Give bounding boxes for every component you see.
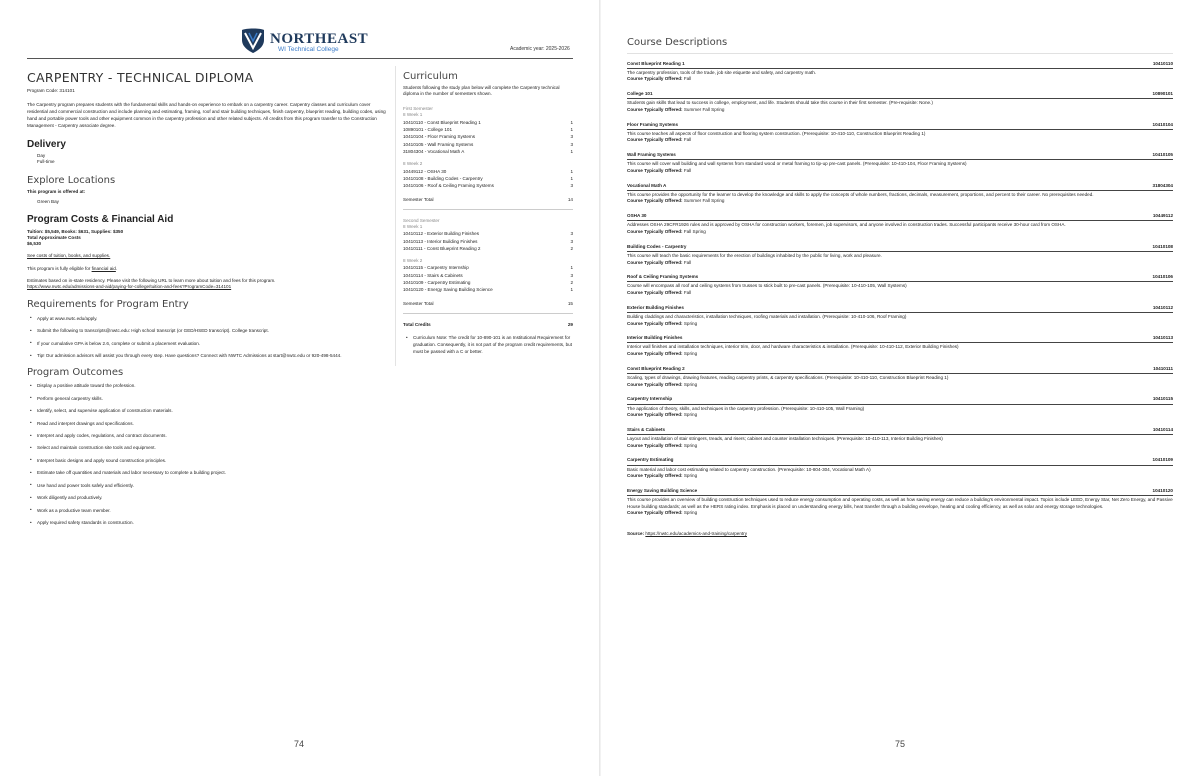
course-credits: 1 bbox=[570, 149, 573, 155]
outcomes-list bbox=[27, 383, 387, 527]
column-divider bbox=[395, 66, 396, 366]
course-code: 10410115 bbox=[1152, 396, 1173, 402]
course-desc: Basic material and labor cost estimating related to carpentry construction. (Prerequisite: 10-804-304, Vocational Math A) bbox=[627, 466, 871, 472]
course-credits: 1 bbox=[570, 168, 573, 174]
course-header bbox=[627, 91, 1173, 99]
offered-label: Course Typically Offered: bbox=[627, 473, 683, 479]
course-title: Roof & Ceiling Framing Systems bbox=[627, 274, 699, 280]
course-credits: 3 bbox=[570, 238, 573, 244]
offered-value: Spring bbox=[683, 442, 698, 448]
offered-value: Spring bbox=[683, 412, 698, 418]
descriptions-heading: Course Descriptions bbox=[627, 37, 728, 48]
course-description bbox=[627, 396, 1173, 418]
costs-heading: Program Costs & Financial Aid bbox=[27, 214, 174, 226]
semester-total bbox=[403, 301, 573, 307]
header-rule bbox=[27, 58, 573, 59]
course-desc: This course provides the opportunity for the learner to develop the knowledge and skills to apply the concepts of whole numbers, fractions, decimals, measurement, proportions, and percent to their career. No prerequisites needed. bbox=[627, 191, 1094, 197]
week-label: 8 Week 2 bbox=[403, 258, 423, 264]
course-row bbox=[403, 230, 573, 237]
course-desc: Course will encompass all roof and ceiling systems from trusses to stick built to pre-cast panels. (Prerequisite: 10-410-105, Wall Systems) bbox=[627, 283, 907, 289]
course-offered bbox=[627, 76, 1173, 82]
course-name: 10410115 - Carpentry Internship bbox=[403, 265, 469, 271]
course-offered bbox=[627, 107, 1173, 113]
course-offered bbox=[627, 137, 1173, 143]
course-desc: The carpentry profession, tools of the trade, job site etiquette and safety, and carpentry math. bbox=[627, 69, 817, 75]
logo-wordmark: NORTHEAST bbox=[270, 31, 369, 47]
total-costs-label: Total Approximate Costs bbox=[27, 235, 81, 241]
outcomes-heading: Program Outcomes bbox=[27, 366, 124, 378]
offered-label: Course Typically Offered: bbox=[627, 167, 683, 173]
course-row bbox=[403, 279, 573, 286]
course-description bbox=[627, 183, 1173, 205]
course-header bbox=[627, 366, 1173, 374]
course-credits: 1 bbox=[570, 175, 573, 181]
week-label: 8 Week 1 bbox=[403, 112, 423, 118]
source-line bbox=[627, 531, 1173, 537]
course-description bbox=[627, 152, 1173, 174]
semester-name: First Semester bbox=[403, 106, 433, 112]
page-75 bbox=[601, 0, 1200, 776]
total-credits-value: 29 bbox=[567, 321, 573, 327]
outcome-item: • Apply required safety standards in construction. bbox=[27, 520, 387, 527]
course-credits: 1 bbox=[570, 119, 573, 125]
week-label: 8 Week 1 bbox=[403, 223, 423, 229]
total-credits-label: Total Credits bbox=[403, 321, 431, 327]
course-header bbox=[627, 122, 1173, 130]
delivery-list bbox=[27, 153, 387, 165]
course-code: 10410108 bbox=[1152, 243, 1173, 249]
outcome-item: • Work as a productive team member. bbox=[27, 508, 387, 515]
course-name: 10410120 - Energy Saving Building Science bbox=[403, 287, 493, 293]
course-offered bbox=[627, 443, 1173, 449]
course-row bbox=[403, 264, 573, 271]
course-offered bbox=[627, 168, 1173, 174]
course-code: 10410120 bbox=[1152, 487, 1173, 493]
course-name: 10449112 - OSHA 30 bbox=[403, 168, 447, 174]
course-title: Building Codes - Carpentry bbox=[627, 243, 687, 249]
course-title: Carpentry Internship bbox=[627, 396, 673, 402]
delivery-heading: Delivery bbox=[27, 138, 66, 150]
course-credits: 3 bbox=[570, 134, 573, 140]
course-offered bbox=[627, 290, 1173, 296]
outcome-item: • Perform general carpentry skills. bbox=[27, 396, 387, 403]
course-code: 10449112 bbox=[1152, 213, 1173, 219]
locations-offered-label: This program is offered at: bbox=[27, 189, 86, 194]
offered-label: Course Typically Offered: bbox=[627, 381, 683, 387]
page-number-left: 74 bbox=[294, 738, 305, 749]
course-header bbox=[627, 274, 1173, 282]
course-description bbox=[627, 122, 1173, 144]
course-offered bbox=[627, 198, 1173, 204]
course-desc: Addresses OSHA 29CFR1926 rules and is approved by OSHA for construction workers, foremen, job supervisors, and anyone involved in construction trades. Successful participants receive 30-hour card from OSHA. bbox=[627, 222, 1066, 228]
tuition-line: Tuition: $5,549, Books: $631, Supplies: $350 bbox=[27, 228, 124, 234]
course-header bbox=[627, 488, 1173, 496]
outcome-item: • Interpret and apply codes, regulations, and contract documents. bbox=[27, 433, 387, 440]
course-description bbox=[627, 335, 1173, 357]
offered-value: Fall bbox=[683, 259, 692, 265]
financial-aid-link[interactable]: financial aid bbox=[91, 265, 116, 271]
outcome-item: • Select and maintain construction site tools and equipment. bbox=[27, 445, 387, 452]
course-code: 10410104 bbox=[1152, 121, 1173, 127]
semester-name: Second Semester bbox=[403, 217, 440, 223]
delivery-item: Day bbox=[37, 153, 46, 159]
outcome-item: • Use hand and power tools safely and efficiently. bbox=[27, 483, 387, 490]
course-code: 31804304 bbox=[1152, 182, 1173, 188]
offered-value: Spring bbox=[683, 510, 698, 516]
source-label: Source: bbox=[627, 530, 645, 536]
course-name: 10410104 - Floor Framing Systems bbox=[403, 134, 475, 140]
course-credits: 3 bbox=[570, 141, 573, 147]
locations-heading: Explore Locations bbox=[27, 174, 116, 186]
offered-value: Fall bbox=[683, 290, 692, 296]
course-header bbox=[627, 396, 1173, 404]
course-header bbox=[627, 183, 1173, 191]
outcome-item: • Read and interpret drawings and specifications. bbox=[27, 421, 387, 428]
course-description bbox=[627, 488, 1173, 517]
offered-value: Spring bbox=[683, 320, 698, 326]
logo-subtitle: WI Technical College bbox=[278, 46, 339, 53]
course-description bbox=[627, 91, 1173, 113]
program-code: Program Code: 314101 bbox=[27, 87, 75, 93]
course-desc: Scaling, types of drawings, drawing features, reading carpentry prints, & carpentry specifications. (Prerequisite: 10-410-110, Construction Blueprint Reading 1) bbox=[627, 375, 949, 380]
outcome-item: • Interpret basic designs and apply sound construction principles. bbox=[27, 458, 387, 465]
offered-label: Course Typically Offered: bbox=[627, 320, 683, 326]
course-desc: Building claddings and characteristics, installation techniques, roofing materials and installation. (Prerequisite: 10-410-106, Roof Framing) bbox=[627, 313, 907, 319]
course-row bbox=[403, 245, 573, 252]
outcome-item: • Display a positive attitude toward the profession. bbox=[27, 383, 387, 390]
course-credits: 3 bbox=[570, 231, 573, 237]
course-credits: 1 bbox=[570, 265, 573, 271]
college-logo bbox=[240, 26, 370, 56]
course-title: Energy Saving Building Science bbox=[627, 487, 698, 493]
eligible-suffix: . bbox=[115, 265, 118, 271]
course-offered bbox=[627, 382, 1173, 388]
course-name: 10410109 - Carpentry Estimating bbox=[403, 280, 471, 286]
course-title: Carpentry Estimating bbox=[627, 457, 674, 463]
course-description bbox=[627, 213, 1173, 235]
course-desc: This course teaches all aspects of floor construction and flooring system construction. (Prerequisite: 10-410-110, Construction Blueprint Reading 1) bbox=[627, 130, 926, 136]
course-code: 10410105 bbox=[1152, 152, 1173, 158]
academic-year: Academic year: 2025-2026 bbox=[510, 46, 570, 52]
tuition-url-link[interactable]: https://www.nwtc.edu/admissions-and-aid/paying-for-college/tuition-and-fees?ProgramCode=314101 bbox=[27, 284, 232, 289]
course-description bbox=[627, 366, 1173, 388]
course-desc: This course will teach the basic requirements for the erection of buildings inhabited by the public for living, work and pleasure. bbox=[627, 252, 882, 258]
course-row bbox=[403, 119, 573, 126]
offered-label: Course Typically Offered: bbox=[627, 510, 683, 516]
course-name: 10410113 - Interior Building Finishes bbox=[403, 238, 478, 244]
course-title: Vocational Math A bbox=[627, 182, 667, 188]
requirement-item: • Tip! Our admission advisors will assist you through every step. Have questions? Connect with NWTC Admissions at start@nwtc.edu or 920-498-5444. bbox=[27, 353, 387, 360]
course-title: Wall Framing Systems bbox=[627, 152, 676, 158]
offered-label: Course Typically Offered: bbox=[627, 259, 683, 265]
semester-total-value: 14 bbox=[567, 196, 573, 202]
offered-label: Course Typically Offered: bbox=[627, 137, 683, 143]
course-row bbox=[403, 175, 573, 182]
course-description bbox=[627, 457, 1173, 479]
semester-total bbox=[403, 197, 573, 203]
course-desc: Students gain skills that lead to success in college, employment, and life. Students should take this course in their first semester. (Pre-requisite: None.) bbox=[627, 100, 933, 106]
total-costs-value: $6,530 bbox=[27, 241, 42, 247]
course-row bbox=[403, 133, 573, 140]
course-code: 10410106 bbox=[1152, 274, 1173, 280]
offered-label: Course Typically Offered: bbox=[627, 229, 683, 234]
course-row bbox=[403, 126, 573, 133]
offered-label: Course Typically Offered: bbox=[627, 290, 683, 296]
course-code: 10410114 bbox=[1152, 426, 1173, 432]
course-code: 10410109 bbox=[1152, 457, 1173, 463]
course-row bbox=[403, 238, 573, 245]
course-desc: Layout and installation of stair stringers, treads, and risers; cabinet and counter installation techniques. (Prerequisite: 10-410-113, Interior Building Finishes) bbox=[627, 436, 943, 442]
course-offered bbox=[627, 412, 1173, 418]
course-offered bbox=[627, 260, 1173, 266]
course-row bbox=[403, 141, 573, 148]
requirement-item: • If your cumulative GPA is below 2.6, complete or submit a placement evaluation. bbox=[27, 341, 387, 348]
page-74 bbox=[0, 0, 599, 776]
program-title: CARPENTRY - TECHNICAL DIPLOMA bbox=[27, 70, 254, 85]
delivery-item: Full-time bbox=[37, 159, 55, 165]
course-name: 10410111 - Const Blueprint Reading 2 bbox=[403, 245, 481, 251]
outcome-item: • Work diligently and productively. bbox=[27, 495, 387, 502]
semester-total-value: 15 bbox=[567, 300, 573, 306]
course-description bbox=[627, 305, 1173, 327]
program-intro: The Carpentry program prepares students with the fundamental skills and hands-on experience to embark on a carpentry career. Carpentry classes and curriculum cover residential and commercial construction and include planning and estimating, framing, roof and stair building techniques, finish carpentry, blueprint reading, building codes, using hand and portable power tools and other equipment common in the carpentry profession and other related subjects. All credits from this program transfer to the Construction Management - Carpentry associate degree. bbox=[27, 102, 386, 128]
offered-value: Spring bbox=[683, 473, 698, 479]
course-name: 10410105 - Wall Framing Systems bbox=[403, 141, 474, 147]
course-title: Interior Building Finishes bbox=[627, 335, 683, 341]
course-credits: 3 bbox=[570, 183, 573, 189]
course-row bbox=[403, 148, 573, 155]
course-row bbox=[403, 272, 573, 279]
see-costs-link[interactable]: See costs of tuition, books, and supplies. bbox=[27, 253, 111, 259]
offered-label: Course Typically Offered: bbox=[627, 442, 683, 448]
course-credits: 2 bbox=[570, 245, 573, 251]
course-name: 10410106 - Roof & Ceiling Framing Systems bbox=[403, 183, 494, 189]
course-offered bbox=[627, 351, 1173, 357]
page-number-right: 75 bbox=[895, 738, 906, 749]
curriculum-note: • Curriculum Note: The credit for 10-890-101 is an Institutional Requirement for graduation. Consequently, it is not part of the program credit requirements, but must be passed with a C or better. bbox=[403, 334, 573, 355]
offered-value: Fall bbox=[683, 167, 692, 173]
outcome-item: • Estimate take off quantities and materials and labor necessary to complete a building project. bbox=[27, 470, 387, 477]
course-header bbox=[627, 427, 1173, 435]
course-credits: 2 bbox=[570, 280, 573, 286]
offered-value: Summer Fall Spring bbox=[683, 198, 725, 204]
semester-total-label: Semester Total bbox=[403, 196, 434, 202]
curriculum-intro: Students following the study plan below will complete the Carpentry technical diploma in the number of semesters shown. bbox=[403, 84, 560, 97]
course-code: 10410113 bbox=[1152, 335, 1173, 341]
course-offered bbox=[627, 473, 1173, 479]
curriculum-heading: Curriculum bbox=[403, 71, 458, 82]
course-title: Stairs & Cabinets bbox=[627, 426, 666, 432]
course-title: Exterior Building Finishes bbox=[627, 304, 684, 310]
course-header bbox=[627, 61, 1173, 69]
eligible-prefix: This program is fully eligible for bbox=[27, 265, 92, 271]
course-title: Const Blueprint Reading 1 bbox=[627, 60, 685, 66]
offered-label: Course Typically Offered: bbox=[627, 106, 683, 112]
offered-value: Summer Fall Spring bbox=[683, 106, 725, 112]
course-code: 10890101 bbox=[1152, 91, 1173, 97]
offered-value: Fall Spring bbox=[683, 229, 706, 234]
course-description bbox=[627, 244, 1173, 266]
course-description-list bbox=[627, 61, 1173, 517]
week-label: 8 Week 2 bbox=[403, 161, 423, 167]
semester-total-label: Semester Total bbox=[403, 300, 434, 306]
course-desc: Interior wall finishes and installation techniques, interior trim, door, and hardware characteristics & installation. (Prerequisite: 10-410-112, Exterior Building Finishes) bbox=[627, 344, 959, 350]
course-row bbox=[403, 286, 573, 293]
course-desc: This course provides an overview of building construction techniques used to reduce energy consumption and operating costs, as well as how saving energy can reduce a building's environmental impact. Topics include LEED, Energy Star, Net Zero Energy, and Passive House building standards; as well as the HERS rating index. Emphasis is placed on understanding energy bills, heat transfer through a building envelope, heating and cooling efficiency, as well as solar and energy storage technologies. bbox=[627, 497, 1173, 509]
course-name: 10410114 - Stairs & Cabinets bbox=[403, 272, 463, 278]
requirements-list bbox=[27, 316, 387, 360]
requirement-item: • Submit the following to transcripts@nwtc.edu: High school transcript (or GED/HSED transcript). College transcript. bbox=[27, 328, 387, 335]
course-description bbox=[627, 427, 1173, 449]
requirements-heading: Requirements for Program Entry bbox=[27, 299, 189, 311]
course-offered bbox=[627, 321, 1173, 327]
course-name: 10890101 - College 101 bbox=[403, 127, 453, 132]
source-link[interactable]: https://nwtc.edu/academics-and-training/carpentry bbox=[645, 530, 748, 536]
semester-divider bbox=[403, 313, 573, 314]
course-header bbox=[627, 213, 1173, 221]
program-column bbox=[27, 70, 387, 533]
course-code: 10410111 bbox=[1153, 365, 1173, 371]
offered-label: Course Typically Offered: bbox=[627, 351, 683, 357]
course-header bbox=[627, 152, 1173, 160]
course-header bbox=[627, 335, 1173, 343]
course-desc: The application of theory, skills, and techniques in the carpentry profession. (Prerequisite: 10-410-105, Wall Framing) bbox=[627, 405, 865, 411]
course-title: OSHA 30 bbox=[627, 213, 647, 219]
requirement-item: • Apply at www.nwtc.edu/apply. bbox=[27, 316, 387, 323]
financial-aid-line bbox=[27, 266, 387, 272]
course-title: Floor Framing Systems bbox=[627, 121, 679, 127]
course-code: 10410112 bbox=[1152, 304, 1173, 310]
semester-divider bbox=[403, 209, 573, 210]
course-desc: This course will cover wall building and wall systems from standard wood or metal framing to tip-up pre-cast panels. (Prerequisite: 10-410-104, Floor Framing Systems) bbox=[627, 161, 967, 167]
offered-label: Course Typically Offered: bbox=[627, 412, 683, 418]
offered-value: Fall bbox=[683, 76, 692, 82]
course-row bbox=[403, 182, 573, 189]
course-name: 31804304 - Vocational Math A bbox=[403, 149, 465, 155]
course-row bbox=[403, 168, 573, 175]
course-code: 10410110 bbox=[1152, 60, 1173, 66]
course-descriptions bbox=[627, 36, 1173, 537]
outcome-item: • Identify, select, and supervise application of construction materials. bbox=[27, 408, 387, 415]
course-credits: 1 bbox=[570, 127, 573, 132]
curriculum-column bbox=[403, 70, 573, 355]
course-title: College 101 bbox=[627, 91, 653, 97]
offered-label: Course Typically Offered: bbox=[627, 198, 683, 204]
offered-value: Spring bbox=[683, 381, 698, 387]
course-description bbox=[627, 61, 1173, 83]
course-credits: 3 bbox=[570, 272, 573, 278]
course-header bbox=[627, 305, 1173, 313]
course-offered bbox=[627, 229, 1173, 235]
course-credits: 1 bbox=[570, 287, 573, 293]
course-description bbox=[627, 274, 1173, 296]
course-name: 10410112 - Exterior Building Finishes bbox=[403, 231, 480, 237]
course-header bbox=[627, 457, 1173, 465]
course-name: 10410108 - Building Codes - Carpentry bbox=[403, 175, 483, 181]
course-header bbox=[627, 244, 1173, 252]
total-credits bbox=[403, 322, 573, 328]
offered-value: Fall bbox=[683, 137, 692, 143]
location-item: Green Bay bbox=[37, 199, 59, 205]
course-name: 10410110 - Const Blueprint Reading 1 bbox=[403, 119, 481, 125]
logo-mark-icon bbox=[240, 26, 266, 54]
estimates-note: Estimates based on in-state residency. Please visit the following URL to learn more about tuition and fees for this program. bbox=[27, 277, 276, 283]
offered-value: Spring bbox=[683, 351, 698, 357]
course-offered bbox=[627, 510, 1173, 516]
course-title: Const Blueprint Reading 2 bbox=[627, 365, 685, 371]
descriptions-rule bbox=[627, 53, 1173, 54]
offered-label: Course Typically Offered: bbox=[627, 76, 683, 82]
